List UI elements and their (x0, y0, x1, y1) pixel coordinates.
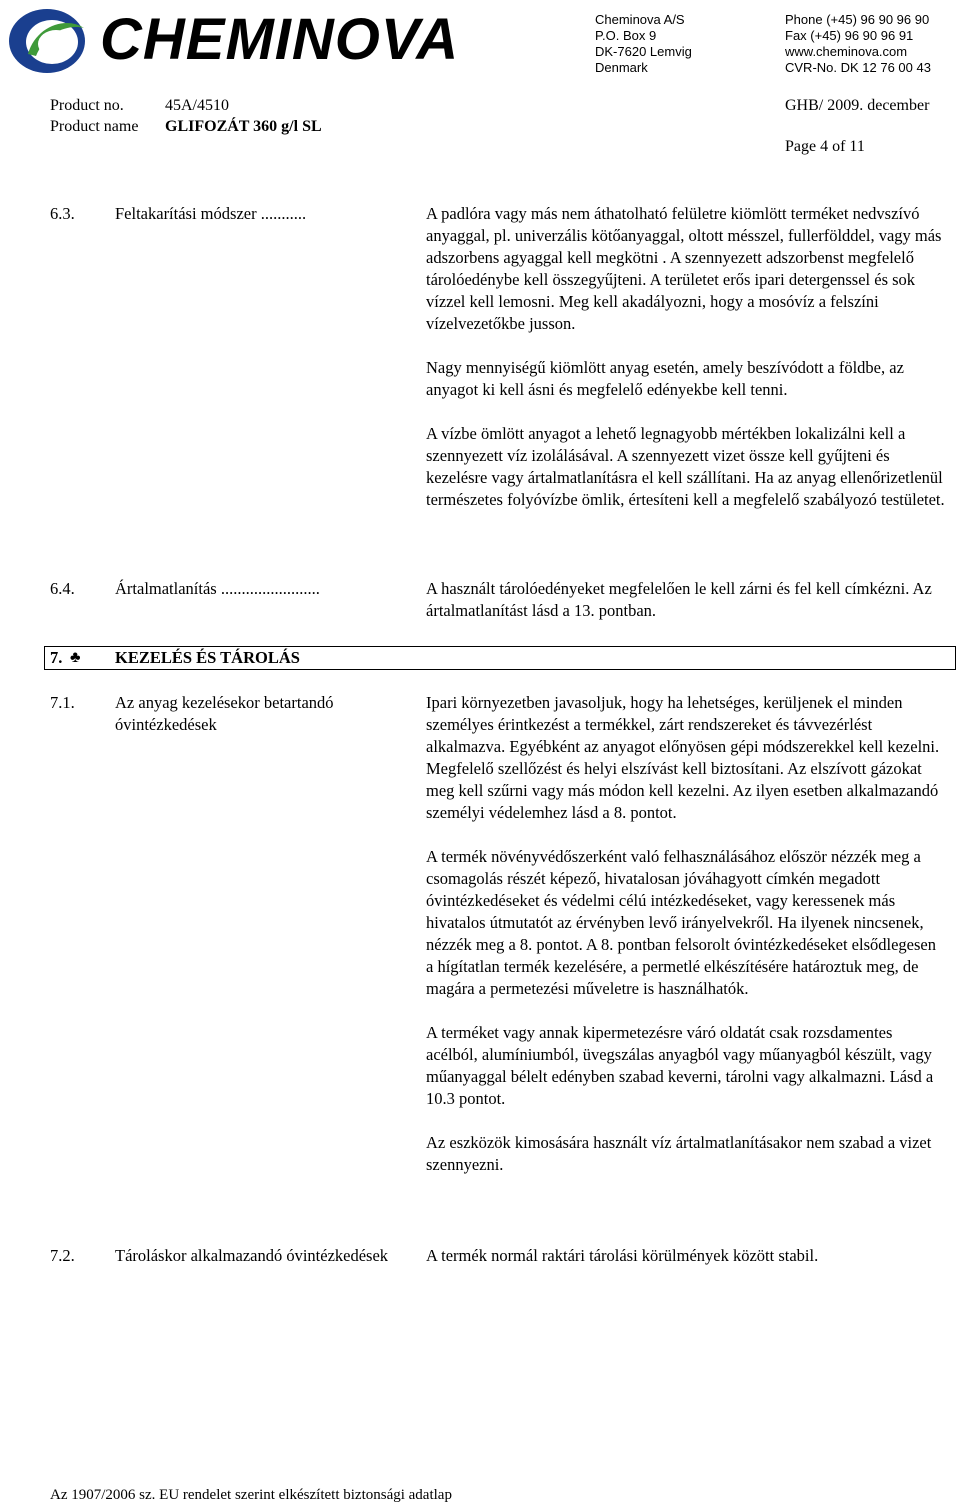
address-line: Denmark (595, 60, 648, 75)
section-number: 6.3. (50, 204, 75, 223)
address-line: P.O. Box 9 (595, 28, 657, 43)
contact-fax: Fax (+45) 96 90 96 91 (785, 28, 914, 43)
section-number: 6.4. (50, 579, 75, 598)
contact-phone: Phone (+45) 96 90 96 90 (785, 12, 930, 27)
paragraph: Nagy mennyiségű kiömlött anyag esetén, amely beszívódott a földbe, az anyagot ki kell ásni és megfelelő edényekbe kell tenni. (426, 358, 904, 399)
paragraph: A padlóra vagy más nem áthatolható felületre kiömlött terméket nedvszívó anyaggal, pl. univerzális kötőanyaggal, oltott mésszel, fullerfölddel, vagy más adszorbens agyaggal kell megkötni . A szennyezett adszorbenst megfelelő tárolóedénybe kell összegyűjteni. A területet erős ipari detergenssel és sok vízzel kell lemosni. Meg kell akadályozni, hogy a mosóvíz a felszíni vízelvezetőkbe jusson. (426, 204, 942, 333)
product-name-value: GLIFOZÁT 360 g/l SL (165, 118, 322, 135)
section-description (426, 1245, 946, 1267)
issue-date: GHB/ 2009. december (785, 97, 930, 114)
cheminova-logo-mark (6, 6, 88, 76)
section-title: Az anyag kezelésekor betartandó óvintézkedések (115, 693, 334, 734)
section-description (426, 692, 946, 1176)
section-heading-number: 7. (50, 648, 63, 667)
page-number: Page 4 of 11 (785, 138, 865, 155)
paragraph: A vízbe ömlött anyagot a lehető legnagyobb mértékben lokalizálni kell a szennyezett víz izolálásával. A szennyezett vizet össze kell gyűjteni és kezelésre vagy ártalmatlanításra el kell szállítani. Ha az anyag ellenőrizetlenül természetes folyóvízbe ömlik, értesíteni kell a megfelelő szabályozó testületet. (426, 424, 945, 509)
paragraph: A terméket vagy annak kipermetezésre váró oldatát csak rozsdamentes acélból, alumíniumból, üvegszálas anyagból vagy műanyagból készült, vagy műanyaggal bélelt edényben szabad keverni, tárolni vagy alkalmazni. Lásd a 10.3 pontot. (426, 1023, 934, 1108)
address-line: DK-7620 Lemvig (595, 44, 692, 59)
paragraph: A termék normál raktári tárolási körülmények között stabil. (426, 1246, 819, 1265)
contact-cvr: CVR-No. DK 12 76 00 43 (785, 60, 931, 75)
paragraph: A termék növényvédőszerként való felhasználásához először nézzék meg a csomagolás részét képező, hivatalosan jóváhagyott címkén megadott óvintézkedéseket és védelmi célú intézkedéseket, vagy keressenek más hivatalos útmutatót az érvényben levő irányelvekről. Ha ilyenek nincsenek, nézzék meg a 8. pontot. A 8. pontban felsorolt óvintézkedéseket elsődlegesen a hígítatlan termék kezelésére, a permetlé elkészítésére határoztuk meg, de magára a permetezési műveletre is használhatók. (426, 847, 936, 998)
section-heading-title: KEZELÉS ÉS TÁROLÁS (115, 648, 300, 667)
section-number: 7.1. (50, 693, 75, 712)
section-title: Feltakarítási módszer ........... (115, 204, 307, 223)
paragraph: Az eszközök kimosására használt víz ártalmatlanításakor nem szabad a vizet szennyezni. (426, 1133, 932, 1174)
club-symbol-icon: ♣ (70, 649, 81, 666)
address-line: Cheminova A/S (595, 12, 685, 27)
product-name-label: Product name (50, 118, 139, 135)
product-no-value: 45A/4510 (165, 97, 229, 114)
product-no-label: Product no. (50, 97, 124, 114)
section-description (426, 578, 946, 622)
cheminova-logo-text: CHEMINOVA (100, 7, 460, 72)
section-number: 7.2. (50, 1246, 75, 1265)
company-address (595, 12, 692, 76)
section-description (426, 203, 946, 511)
company-contact (785, 12, 931, 76)
paragraph: A használt tárolóedényeket megfelelően le kell zárni és fel kell címkézni. Az ártalmatlanítást lásd a 13. pontban. (426, 579, 932, 620)
page-footer: Az 1907/2006 sz. EU rendelet szerint elkészített biztonsági adatlap (50, 1487, 452, 1503)
paragraph: Ipari környezetben javasoljuk, hogy ha lehetséges, kerüljenek el minden személyes érintkezést a termékkel, zárt rendszereket és távvezérlést alkalmazva. Egyébként az anyagot előnyösen gépi módszerekkel kell kezelni. Megfelelő szellőzést és helyi elszívást kell biztosítani. Az elszívott gázokat meg kell szűrni vagy más módon kell kezelni. Az ilyen esetben alkalmazandó személyi védelemhez lásd a 8. pontot. (426, 693, 940, 822)
section-title: Tároláskor alkalmazandó óvintézkedések (115, 1246, 389, 1265)
section-title: Ártalmatlanítás ........................ (115, 579, 320, 598)
contact-website: www.cheminova.com (785, 44, 908, 59)
